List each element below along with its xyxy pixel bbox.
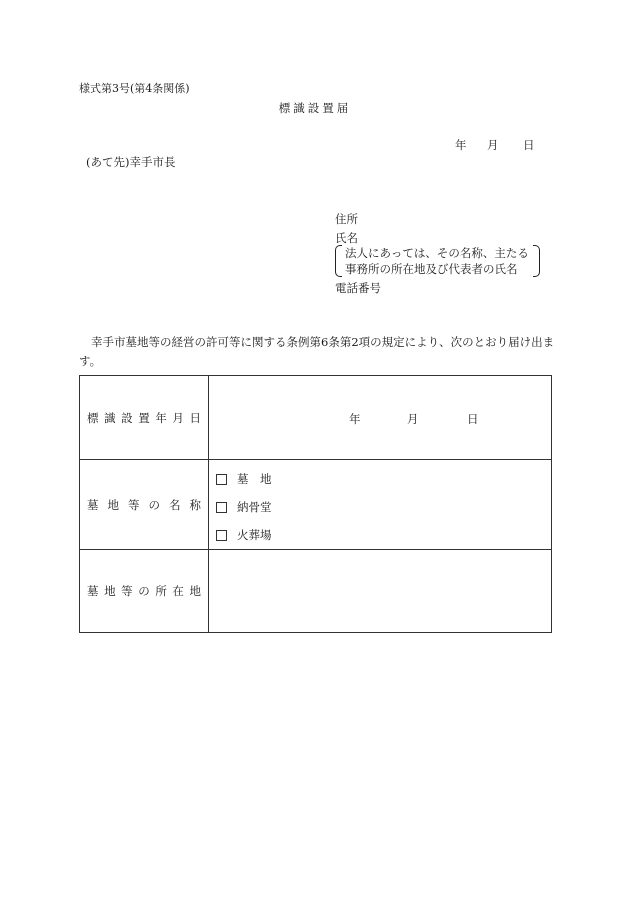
document-title: 標識設置届: [278, 101, 352, 115]
option-ossuary[interactable]: 納骨堂: [216, 493, 551, 521]
date-year-label: 年: [455, 138, 467, 152]
body-text: 幸手市墓地等の経営の許可等に関する条例第6条第2項の規定により、次のとおり届け出ます。: [79, 335, 555, 368]
installation-date-field[interactable]: [209, 376, 552, 460]
address-label: 住所: [335, 212, 358, 226]
name-label: 氏名: [335, 231, 358, 245]
table-row-installation-date: [80, 376, 552, 460]
installation-month: 月: [407, 412, 419, 426]
addressee: (あて先)幸手市長: [86, 155, 176, 169]
note-line-2: 事務所の所在地及び代表者の氏名: [345, 262, 518, 276]
form-table: [79, 375, 552, 633]
phone-label: 電話番号: [335, 281, 381, 295]
checkbox-crematorium[interactable]: [216, 530, 227, 541]
facility-location-label: 墓 地 等 の 所 在 地: [80, 550, 209, 633]
facility-name-label: 墓 地 等 の 名 称: [80, 460, 209, 550]
facility-type-options: [209, 460, 552, 550]
corporate-note: [335, 244, 540, 278]
table-row-facility-name: [80, 460, 552, 550]
checkbox-cemetery[interactable]: [216, 474, 227, 485]
facility-location-field[interactable]: [209, 550, 552, 633]
option-crematorium[interactable]: 火葬場: [216, 521, 551, 549]
right-bracket: [533, 245, 540, 277]
note-line-1: 法人にあっては、その名称、主たる: [345, 246, 529, 260]
table-row-facility-location: [80, 550, 552, 633]
date-day-label: 日: [523, 138, 535, 152]
installation-day: 日: [467, 412, 479, 426]
left-bracket: [335, 245, 342, 277]
checkbox-ossuary[interactable]: [216, 502, 227, 513]
installation-date-label: 標 識 設 置 年 月 日: [80, 376, 209, 460]
option-cemetery[interactable]: 墓 地: [216, 465, 551, 493]
date-month-label: 月: [487, 138, 499, 152]
installation-year: 年: [349, 412, 361, 426]
form-number: 様式第3号(第4条関係): [79, 82, 190, 95]
